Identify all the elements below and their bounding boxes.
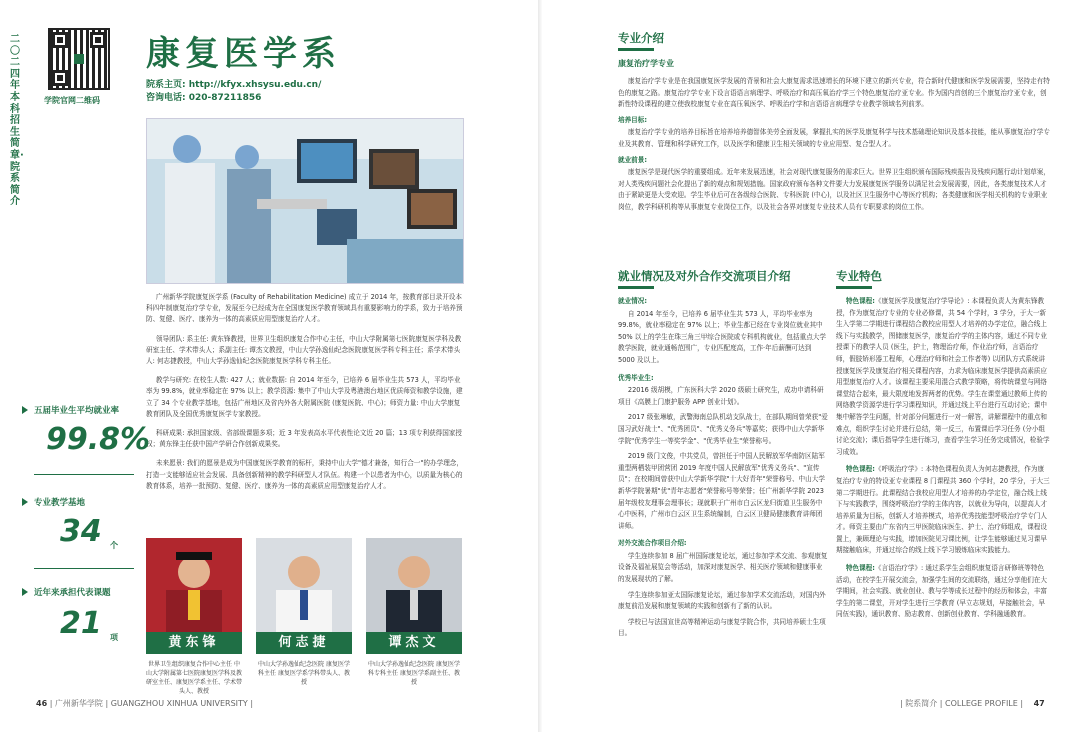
right-footer (900, 698, 1045, 709)
leader-name: 何志捷 (256, 632, 352, 654)
cooperation-paragraph: 学生连续参加亚太国际康复论坛，通过参加学术交流活动，对国内外康复前沿发展和康复领域的实践和创新有了新的认识。 (618, 590, 826, 611)
prospect-paragraph: 康复医学是现代医学的重要组成。近年来发展迅速，社会对现代康复服务的需求巨大。世界卫生组织颁布国际残疾报告及残疾问题行动计划草案，对人类残疾问题社会化提出了新的观点和规划措施。国家政府颁布各种文件要大力发展康复医学服务以满足社会发展需要，因此，各类康复技术人才由于紧缺更是大受欢迎。学生毕业后可在各级综合医院、专科医院 (中心)，以及社区卫生服务中心等医疗机构；各类健康和医学相关机构的专业职业岗位，教学科研机构等从事康复专业岗位工作，以及社会各界对康复专业技术人员有专职要求的岗位工作。 (618, 168, 1050, 211)
major-subtitle: 康复治疗学专业 (618, 59, 674, 68)
research-paragraph: 科研成果: 承担国家级、省部级课题多项；近 3 年发表高水平代表性论文近 20 篇；13 项专利获得国家授权；黄东锋主任获中国产学研合作创新成果奖。 (146, 429, 463, 449)
footer-text: | 广州新华学院 | GUANGZHOU XINHUA UNIVERSITY | (49, 699, 254, 708)
stat-label-projects: 近年来承担代表课题 (34, 588, 111, 598)
leader-card (256, 538, 352, 687)
major-intro (618, 76, 1050, 218)
feature-heading: 特色课程: (845, 297, 875, 305)
contact-info (146, 79, 321, 105)
stat-divider (34, 568, 134, 569)
leader-desc: 中山大学孙逸仙纪念医院 康复医学科主任 康复医学系学科带头人、教授 (258, 661, 350, 686)
department-title: 康复医学系 (146, 34, 341, 74)
stat-label-employment: 五届毕业生平均就业率 (34, 406, 120, 416)
page-number: 46 (36, 699, 48, 708)
prospect-heading: 就业前景: (618, 155, 648, 164)
cooperation-paragraph: 学生连续参加 8 届广州国际康复论坛，通过参加学术交流、参观康复设备及福祉展览会等活动，加深对康复医学、相关医疗领域和健康事业的发展现状的了解。 (618, 551, 828, 584)
stat-value-employment: 99.8% (46, 422, 151, 457)
left-footer (36, 698, 253, 709)
employment-heading: 就业情况: (618, 297, 648, 305)
section-title-employment: 就业情况及对外合作交流项目介绍 (618, 268, 791, 289)
goal-heading: 培养目标: (618, 115, 648, 124)
leader-photo (256, 538, 352, 632)
stat-value-bases: 34 (60, 514, 102, 549)
alumni-paragraph: 22016 级胡模，广东医科大学 2020 级硕士研究生，成功申请科研项目《高膜上门康护服务 APP 创业计划》。 (618, 386, 824, 406)
leader-photo (366, 538, 462, 632)
cooperation-paragraph: 学校已与法国宣世高等精神运动与康复学院合作，共同培养硕士生项目。 (618, 617, 826, 638)
phone-number: 咨询电话: 020-87211856 (146, 93, 262, 103)
footer-text: | 院系简介 | COLLEGE PROFILE | (900, 699, 1024, 708)
feature-paragraph: 《康复医学及康复治疗学导论》: 本课程负责人为黄东锋教授，作为康复治疗专业的专业必修课，共 54 个学时，3 学分，于大一新生入学第二学期进行课程结合教校应用型人才培养的办学定位，融合线上线下与实践教学，图储康复医学，康复治疗学的主体内容，通过不同专业授课下的教学人员 (医生，护士，物理治疗师，作业治疗师，言语治疗师，假肢矫形器工程师，心理治疗师和社会工作者等) 以团队方式系统讲授康复医学及康复治疗相关课程内容，力求为临床康复医学提供高素质应用型康复治疗人才。该课程主要采用混合式教学策略，将传统课堂与网络课堂结合起来，最大限度地发挥两者的优势。学生在课堂通过教师上传的网络教学资源学进行学习课程知识，并通过线上平台进行互动讨论；课中集中解答学生问题，针对部分问题进行一对一解答，讲解课程中的重点和难点，组织学生讨论并进行总结，第一反三，布置课后学习任务 (分小组讨论交流)；课后指导学生进行练习，查看学生学习任务完成情况，检验学习成效。 (836, 297, 1050, 456)
feature-heading: 特色课程: (845, 465, 875, 474)
leader-desc: 中山大学孙逸仙纪念医院 康复医学科专科主任 康复医学系副主任、教授 (368, 661, 460, 686)
alumni-paragraph: 2019 级门文俊，中共党员，曾担任于中国人民解放军华南防区陆军重型两栖装甲团营团 2019 年度中国人民解放军"优秀义务兵"、"宣传员"；在校期间曾获中山大学新华学院"十大好青年"荣誉称号、中山大学新华学院暑期"优"青年志愿者"荣誉称号等荣誉；任广州新华学院 2023 届年级校友理事会理事长；现就职于广州市白云区龙归街道卫生服务中心中医科，广州市白云区卫生系统编制，白云区卫健局健康教育讲师团讲师。 (618, 452, 825, 530)
major-paragraph: 康复治疗学专业是在我国康复医学发展的背景和社会大康复需求迅速增长的环境下建立的新兴专业，符合新时代健康和医学发展需要，坚持走有特色的康复之路。康复治疗学专业下设言语语言病理学、呼吸治疗和高压氧治疗学三个特色康复治疗亚专业。作为国内首创的三个康复治疗亚专业，创新性特设课程的建立使我校康复专业在高压氧医学、呼吸治疗学和言语语言病理学专业教学领域名列前茅。 (618, 77, 1050, 109)
cooperation-heading: 对外交流合作项目介绍: (618, 539, 687, 548)
alumni-paragraph: 2017 级张琳敏，武警海南总队机动支队战士，在部队期间曾荣获"爱国习武好战士"、"优秀团员"、"优秀义务兵"等嘉奖；获得中山大学新华学院"优秀学生一等奖学金"、"优秀毕业生"荣誉称号。 (618, 413, 828, 445)
stat-divider (34, 474, 134, 475)
teaching-paragraph: 教学与研究: 在校生人数: 427 人；就业数据: 自 2014 年至今，已培养 6 届毕业生共 573 人，平均毕业率为 99.8%，就业率稳定在 97% 以上；教学资源: 集中了中山大学及粤港澳台地区优质师资和教学设施，建立了 34 个专业教学基地，包括广州地区及省内外各大附属医院 (康复医院、中心)；师资力量: 中山大学康复教育团队及全国优秀康复医学专家教授。 (146, 376, 463, 418)
employment-paragraph: 自 2014 年至今，已培养 6 届毕业生共 573 人，平均毕业率为 99.8%，就业率稳定在 97% 以上；毕业生都已经在专业岗位就业其中 50% 以上的学生在珠三角三甲综合医院或专科机构就业，包括重点大学教学医院，就业通畅范围广，专业匹配度高，工作·年后薪酬可达到 5000 及以上。 (618, 309, 826, 364)
qr-code-icon (48, 28, 110, 90)
feature-paragraph: 《呼吸治疗学》: 本特色课程负责人为何志捷教授，作为康复治疗专业的特设亚专业课程 8 门课程共 360 个学时，20 学分，于大三第二学期进行。此课程结合我校应用型人才培养的办学定位，融合线上线下与实践教学，围绕呼吸治疗学的主体内容，以就业为导向，以提高人才培养质量为目标，创新人才培养模式，培养优秀技能型呼吸治疗学专门人才。师资主要由广东省内三甲医院临床医生、护士、治疗师组成，课程设置上，兼顾理论与实践，增加医院见习课比例，让学生能够通过见习课早期接触临床，并通过综合的线上线下学习锻炼临床实践能力。 (836, 465, 1050, 555)
leader-name: 谭杰文 (366, 632, 462, 654)
leader-card (366, 538, 462, 687)
alumni-heading: 优秀毕业生: (618, 373, 654, 382)
team-paragraph: 领导团队: 系主任: 黄东锋教授，世界卫生组织康复合作中心主任，中山大学附属第七医院康复医学科及教研室主任、学术带头人；系副主任: 谭杰文教授，中山大学孙逸仙纪念医院康复医学科专科主任；系学术带头人: 何志捷教授，中山大学孙逸仙纪念医院康复医学科专科主任。 (146, 334, 462, 366)
feature-paragraph: 《言语治疗学》: 通过系学生会组织康复语言研修班等特色活动，在校学生开展交流会，加强学生间的交流联络，通过分享他们在大学期间，社会实践、就业创业、教与学等成长过程中的经历和体会，丰富学生的第二课堂，开对学生进行三学教育 (早立志规划，早接触社会，早同伍实践)，通识教育、励志教育、创新创业教育、学科融通教育。 (836, 564, 1047, 619)
future-paragraph: 未来愿景: 我们的愿景是成为中国康复医学教育的标杆，秉持中山大学"德才兼备，知行合一"的办学理念，打造一支能够适应社会发展、具备创新精神的教学科研型人才队伍。构建一个以患者为中心，以质量为核心的教育体系，培养一批预防、复健、医疗、康养为一体的高素质应用型康复治疗人才。 (146, 459, 463, 490)
homepage-link[interactable]: 院系主页: http://kfyx.xhsysu.edu.cn/ (146, 80, 322, 90)
leader-desc: 世界卫生组织康复合作中心主任 中山大学附属第七医院康复医学科及教研室主任、康复医学系主任、学术带头人、教授 (146, 661, 243, 695)
operating-room-photo (146, 118, 464, 284)
leader-name: 黄东锋 (146, 632, 242, 654)
qr-caption: 学院官网二维码 (44, 96, 100, 105)
section-title-major: 专业介绍 (618, 30, 664, 51)
leader-card (146, 538, 242, 696)
stat-unit-bases: 个 (110, 541, 118, 550)
leader-photo (146, 538, 242, 632)
employment-column (618, 296, 828, 644)
stat-label-bases: 专业教学基地 (34, 498, 86, 508)
page-spine (538, 0, 542, 732)
page-number: 47 (1033, 699, 1045, 708)
section-title-features: 专业特色 (836, 268, 882, 289)
goal-paragraph: 康复治疗学专业的培养目标旨在培养培养德智体美劳全面发展，掌握扎实的医学及康复科学与技术基础理论知识及基本技能，能从事康复治疗学专业及其教育、管理和科学研究工作，以及医学和健康卫生相关领域的专业应用型、复合型人才。 (618, 128, 1050, 148)
department-description (146, 292, 464, 500)
intro-paragraph: 广州新华学院康复医学系 (Faculty of Rehabilitation Medicine) 成立于 2014 年，按教育部目录开设本科四年制康复治疗学专业，发展至今已经成为在全国康复医学教育领域具有重要影响力的学系，致力于培养预防、复健、医疗、康养为一体的高素质应用型康复治疗人才。 (146, 293, 463, 324)
vertical-section-title: 二〇二四年本科招生简章·院系简介 (10, 34, 24, 208)
stat-unit-projects: 项 (110, 633, 118, 642)
feature-heading: 特色课程: (845, 564, 875, 573)
features-column (836, 296, 1050, 625)
stat-value-projects: 21 (60, 606, 102, 641)
